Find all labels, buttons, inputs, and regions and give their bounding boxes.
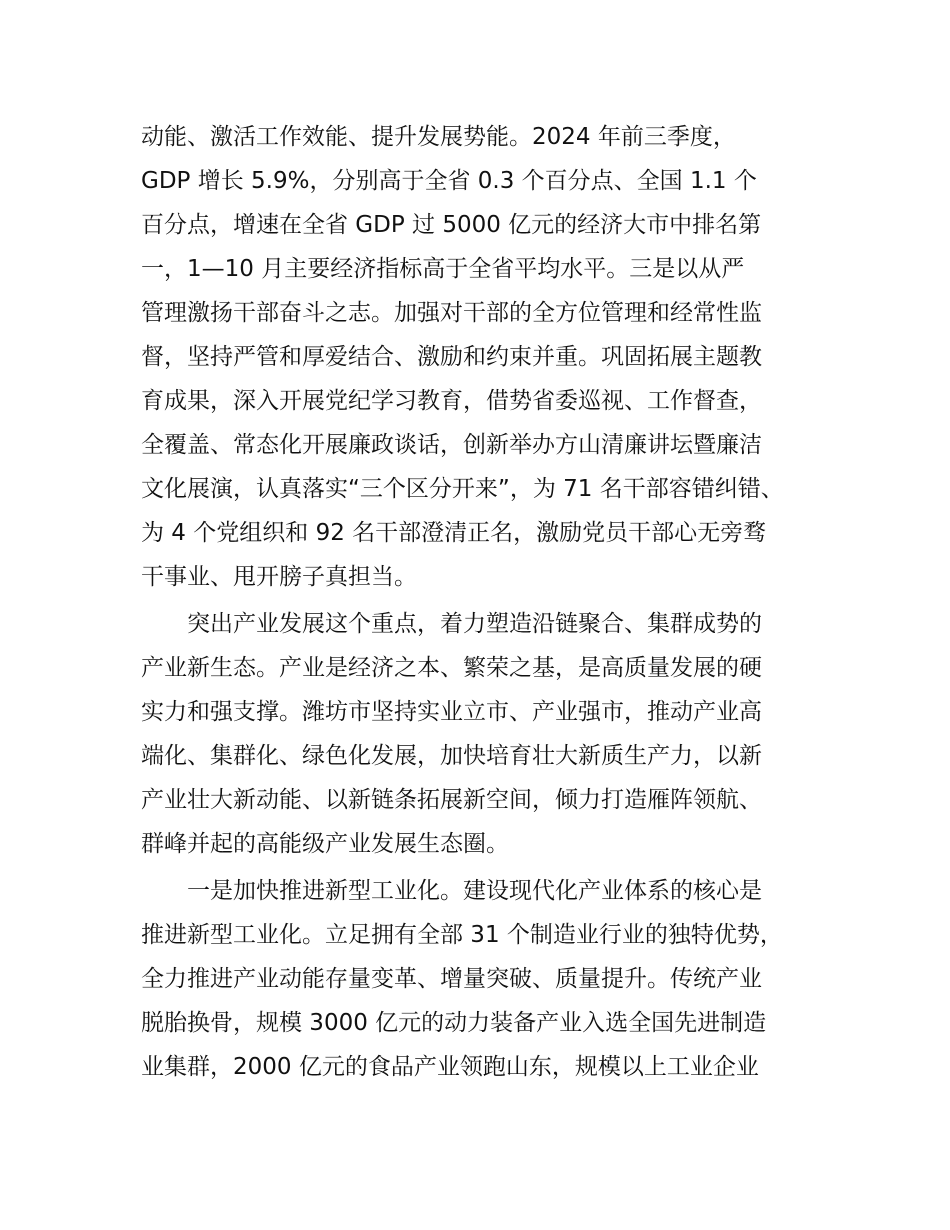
text-line: 全力推进产业动能存量变革、增量突破、质量提升。传统产业 [141, 966, 762, 992]
text-line: 业集群，2000 亿元的食品产业领跑山东，规模以上工业企业 [141, 1054, 759, 1080]
text-line: 群峰并起的高能级产业发展生态圈。 [141, 831, 509, 857]
text-line: 一是加快推进新型工业化。建设现代化产业体系的核心是 [141, 878, 762, 904]
text-line: 管理激扬干部奋斗之志。加强对干部的全方位管理和经常性监 [141, 300, 762, 326]
text-line: 百分点，增速在全省 GDP 过 5000 亿元的经济大市中排名第 [141, 212, 762, 238]
text-line: 突出产业发展这个重点，着力塑造沿链聚合、集群成势的 [141, 611, 762, 637]
text-line: 产业新生态。产业是经济之本、繁荣之基，是高质量发展的硬 [141, 655, 762, 681]
text-line: 推进新型工业化。立足拥有全部 31 个制造业行业的独特优势， [141, 922, 783, 948]
text-line: 脱胎换骨，规模 3000 亿元的动力装备产业入选全国先进制造 [141, 1010, 767, 1036]
text-line: 育成果，深入开展党纪学习教育，借势省委巡视、工作督查， [141, 388, 762, 414]
text-line: GDP 增长 5.9%，分别高于全省 0.3 个百分点、全国 1.1 个 [141, 168, 757, 194]
text-line: 动能、激活工作效能、提升发展势能。2024 年前三季度， [141, 124, 736, 150]
text-line: 文化展演，认真落实“三个区分开来”，为 71 名干部容错纠错、 [141, 476, 784, 502]
text-line: 一，1—10 月主要经济指标高于全省平均水平。三是以从严 [141, 256, 745, 282]
text-line: 督，坚持严管和厚爱结合、激励和约束并重。巩固拓展主题教 [141, 344, 762, 370]
text-line: 为 4 个党组织和 92 名干部澄清正名，激励党员干部心无旁骛 [141, 520, 767, 546]
text-line: 干事业、甩开膀子真担当。 [141, 564, 417, 590]
text-line: 实力和强支撑。潍坊市坚持实业立市、产业强市，推动产业高 [141, 699, 762, 725]
text-line: 端化、集群化、绿色化发展，加快培育壮大新质生产力，以新 [141, 743, 762, 769]
text-line: 产业壮大新动能、以新链条拓展新空间，倾力打造雁阵领航、 [141, 787, 762, 813]
text-line: 全覆盖、常态化开展廉政谈话，创新举办方山清廉讲坛暨廉洁 [141, 432, 762, 458]
